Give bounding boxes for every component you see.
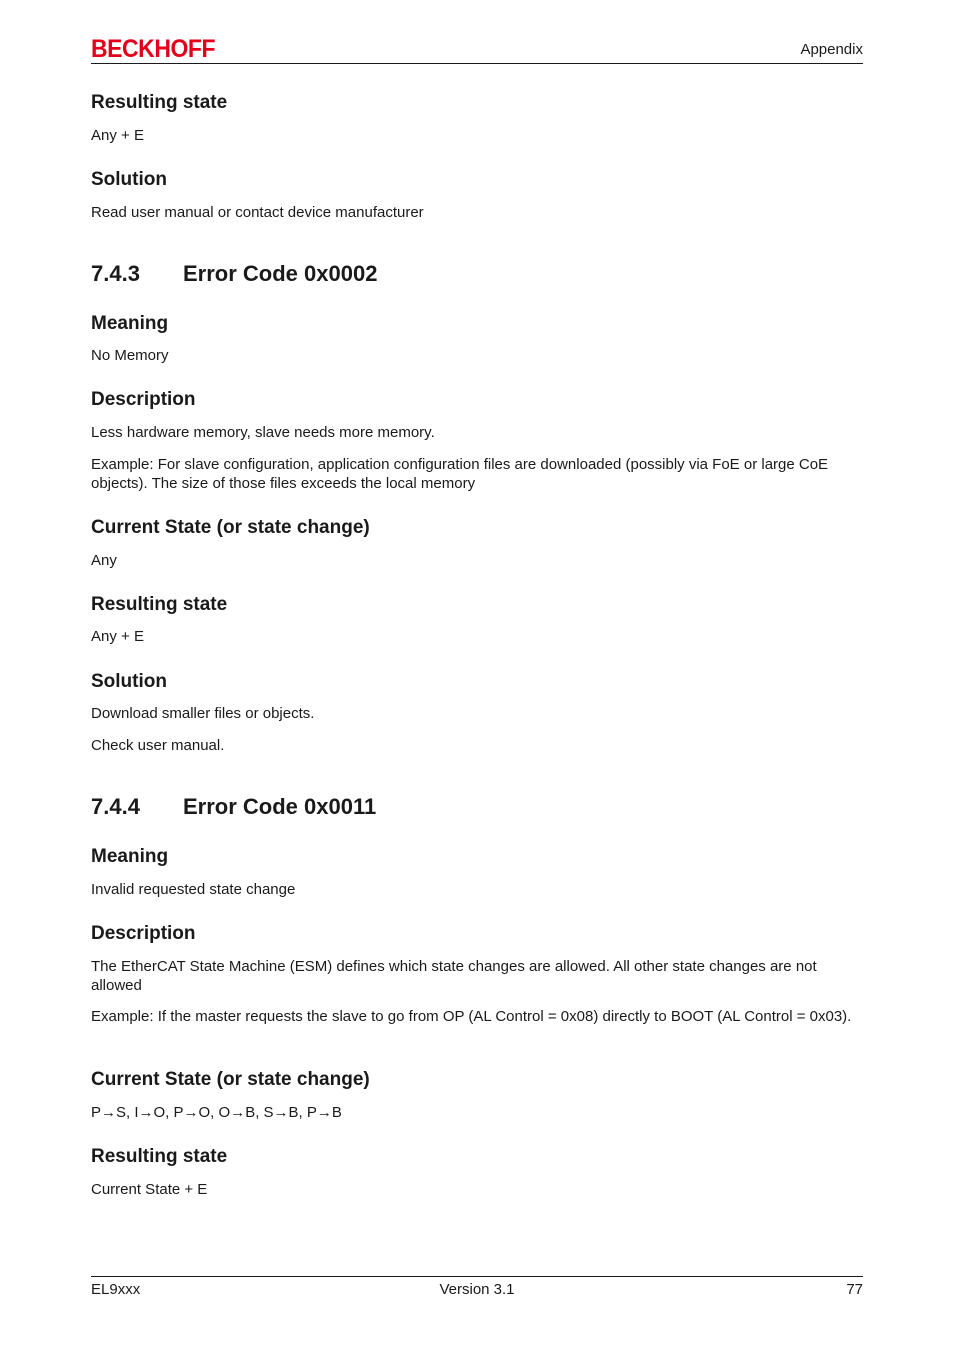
description-example: Example: For slave configuration, application configuration files are downloaded (possibly via FoE or large CoE objects). The size of those files exceeds the local memory (91, 456, 829, 492)
resulting-state-text: Any + E (91, 127, 144, 144)
meaning-heading: Meaning (91, 313, 169, 334)
solution-text: Check user manual. (91, 737, 225, 754)
current-state-heading: Current State (or state change) (91, 1069, 370, 1090)
meaning-text: Invalid requested state change (91, 881, 296, 898)
section-heading-7-4-4 (91, 794, 376, 820)
solution-heading: Solution (91, 671, 167, 692)
description-example: Example: If the master requests the slave to go from OP (AL Control = 0x08) directly to BOOT (AL Control = 0x03). (91, 1008, 852, 1025)
description-heading: Description (91, 389, 196, 410)
section-title: Error Code 0x0002 (183, 261, 378, 286)
solution-heading: Solution (91, 169, 167, 190)
page-number: 77 (846, 1281, 863, 1298)
beckhoff-logo: BECKHOFF (91, 35, 216, 63)
header-rule (91, 63, 863, 64)
section-number: 7.4.3 (91, 261, 140, 286)
section-number: 7.4.4 (91, 794, 140, 819)
meaning-text: No Memory (91, 347, 169, 364)
meaning-heading: Meaning (91, 846, 169, 867)
footer-version: Version 3.1 (439, 1281, 515, 1298)
resulting-state-heading: Resulting state (91, 1146, 228, 1167)
section-title: Error Code 0x0011 (183, 794, 377, 819)
resulting-state-heading: Resulting state (91, 92, 228, 113)
footer-product: EL9xxx (91, 1281, 141, 1298)
footer-rule (91, 1276, 863, 1277)
description-text: Less hardware memory, slave needs more memory. (91, 424, 435, 441)
section-heading-7-4-3 (91, 261, 377, 287)
header-section-title: Appendix (800, 41, 863, 58)
current-state-heading: Current State (or state change) (91, 517, 370, 538)
resulting-state-text: Any + E (91, 628, 144, 645)
resulting-state-heading: Resulting state (91, 594, 228, 615)
current-state-text: Any (91, 552, 117, 569)
current-state-text: P→S, I→O, P→O, O→B, S→B, P→B (91, 1104, 342, 1121)
description-heading: Description (91, 923, 196, 944)
resulting-state-text: Current State + E (91, 1181, 208, 1198)
solution-text: Read user manual or contact device manufacturer (91, 204, 424, 221)
solution-text: Download smaller files or objects. (91, 705, 315, 722)
description-text: The EtherCAT State Machine (ESM) defines which state changes are allowed. All other state changes are not allowed (91, 958, 817, 994)
